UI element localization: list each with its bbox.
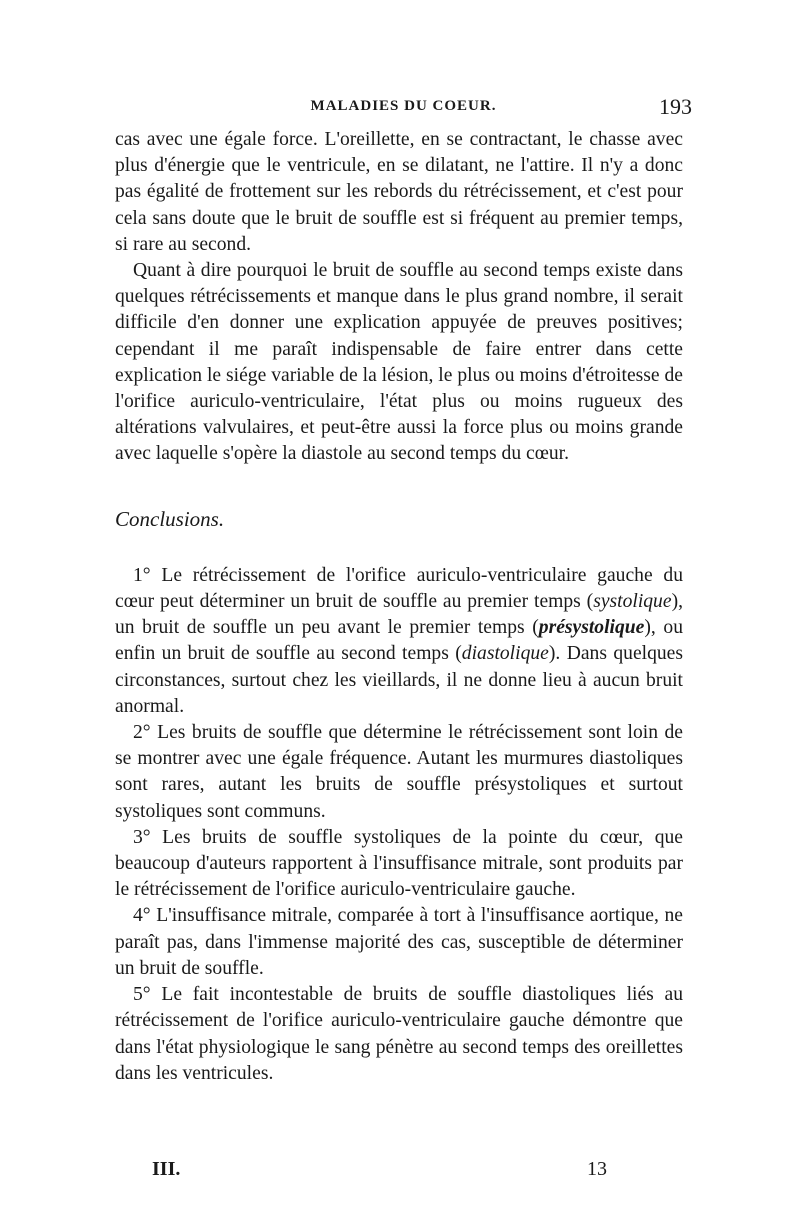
page-number: 193 xyxy=(659,94,692,119)
page-footer xyxy=(152,1158,607,1186)
term-systolique: systolique xyxy=(593,591,672,613)
conclusion-2: 2° Les bruits de souffle que détermine le rétrécissement sont loin de se montrer avec une égale fréquence. Autant les murmures diastoliques sont rares, autant les bruits de souffle présystoliques et surtout systoliques sont communs. xyxy=(115,722,683,822)
term-presystolique: présystolique xyxy=(538,617,645,639)
paragraph-explanation: Quant à dire pourquoi le bruit de souffle au second temps existe dans quelques rétrécissements et manque dans le plus grand nombre, il serait difficile d'en donner une explication appuyée de preuves positives; cependant il me paraît indispensable de faire entrer dans cette explication le siége variable de la lésion, le plus ou moins d'étroitesse de l'orifice auriculo-ventriculaire, l'état plus ou moins rugueux des altérations valvulaires, et peut-être aussi la force plus ou moins grande avec laquelle s'opère la diastole au second temps du cœur. xyxy=(115,260,683,465)
running-head: MALADIES DU COEUR. xyxy=(310,98,497,114)
conclusion-1 xyxy=(115,563,683,720)
conclusion-5: 5° Le fait incontestable de bruits de souffle diastoliques liés au rétrécissement de l'orifice auriculo-ventriculaire gauche démontre que dans l'état physiologique le sang pénètre au second temps des oreillettes dans les ventricules. xyxy=(115,984,683,1084)
conclusion-1-text-a: 1° Le rétrécissement de l'orifice auriculo-ventriculaire gauche du cœur peut déterminer un bruit de souffle au premier temps ( xyxy=(115,564,683,613)
conclusion-4: 4° L'insuffisance mitrale, comparée à tort à l'insuffisance aortique, ne paraît pas, dans l'immense majorité des cas, susceptible de déterminer un bruit de souffle. xyxy=(115,905,683,979)
conclusion-1-text-e: ), ou enfin un bruit de souffle au second temps ( xyxy=(115,617,684,665)
gathering-number: 13 xyxy=(587,1158,607,1180)
page-body xyxy=(115,127,683,1087)
term-diastolique: diastolique xyxy=(461,643,549,665)
signature-mark: III. xyxy=(152,1158,181,1180)
paragraph-continuation: cas avec une égale force. L'oreillette, en se contractant, le chasse avec plus d'énergie que le ventricule, en se dilatant, ne l'attire. Il n'y a donc pas égalité de frottement sur les rebords du rétrécissement, et c'est pour cela sans doute que le bruit de souffle est si fréquent au premier temps, si rare au second. xyxy=(115,129,683,255)
conclusion-1-text-c: ), un bruit de souffle un peu avant le premier temps ( xyxy=(115,591,683,639)
conclusion-1-text-g: ). Dans quelques circonstances, surtout chez les vieillards, il ne donne lieu à aucun bruit anormal. xyxy=(115,643,684,717)
page-header xyxy=(115,96,692,122)
section-heading: Conclusions. xyxy=(115,506,225,531)
conclusion-3: 3° Les bruits de souffle systoliques de la pointe du cœur, que beaucoup d'auteurs rapportent à l'insuffisance mitrale, sont produits par le rétrécissement de l'orifice auriculo-ventriculaire gauche. xyxy=(115,826,683,901)
